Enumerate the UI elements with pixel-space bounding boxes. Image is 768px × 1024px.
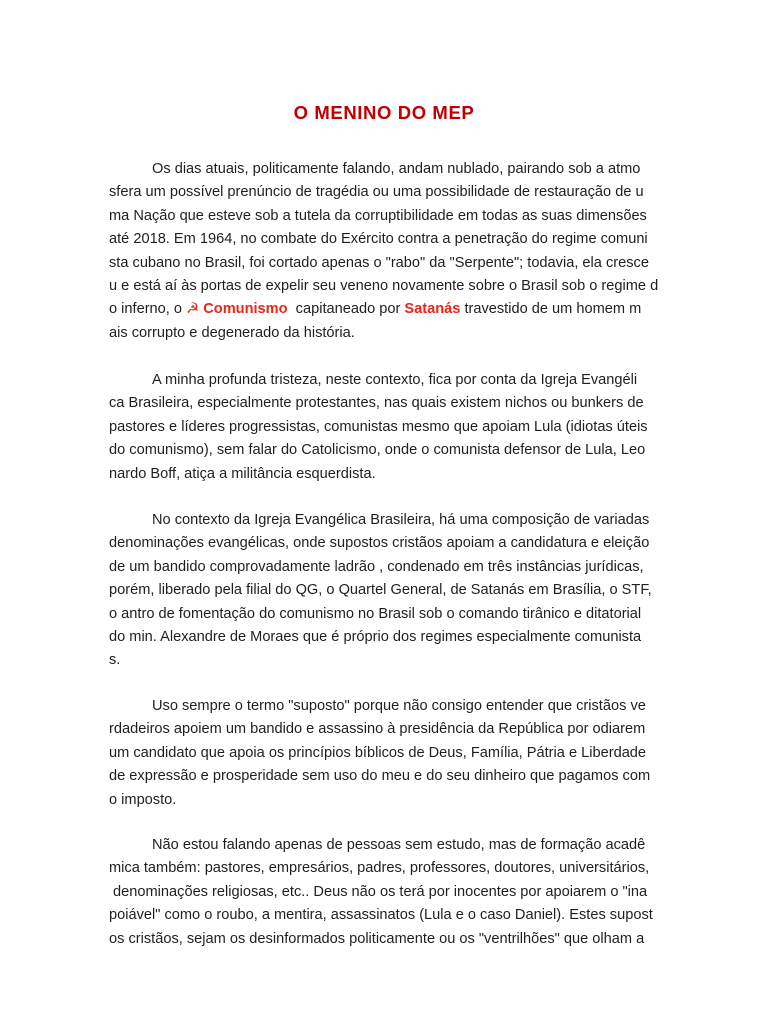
hammer-sickle-icon: ☭ xyxy=(186,301,200,318)
text-line: ca Brasileira, especialmente protestantes, nas quais existem nichos ou bunkers de xyxy=(109,395,644,412)
text-line: Uso sempre o termo "suposto" porque não consigo entender que cristãos ve xyxy=(152,698,646,714)
text-line: de um bandido comprovadamente ladrão , condenado em três instâncias jurídicas, xyxy=(109,558,644,575)
text-line: os cristãos, sejam os desinformados politicamente ou os "ventrilhões" que olham a xyxy=(109,930,645,947)
text-line-highlighted xyxy=(109,298,669,321)
text-line: o imposto. xyxy=(109,791,177,808)
text-line: poiável" como o roubo, a mentira, assassinatos (Lula e o caso Daniel). Estes supost xyxy=(109,907,653,924)
text-line: ais corrupto e degenerado da história. xyxy=(109,324,355,341)
text-line: s. xyxy=(109,652,121,669)
paragraph-4 xyxy=(109,695,669,812)
text-line: sfera um possível prenúncio de tragédia ou uma possibilidade de restauração de u xyxy=(109,184,644,201)
paragraph-3 xyxy=(109,509,669,673)
text-line: do comunismo), sem falar do Catolicismo, onde o comunista defensor de Lula, Leo xyxy=(109,442,646,459)
text-line: No contexto da Igreja Evangélica Brasileira, há uma composição de variadas xyxy=(152,512,650,528)
text-line: denominações evangélicas, onde supostos cristãos apoiam a candidatura e eleição xyxy=(109,535,650,552)
document-title: O MENINO DO MEP xyxy=(293,102,475,123)
text-line: nardo Boff, atiça a militância esquerdista. xyxy=(109,465,376,482)
paragraph-1 xyxy=(109,158,669,345)
paragraph-5 xyxy=(109,834,669,951)
text-fragment: o inferno, o xyxy=(109,301,187,318)
text-line: sta cubano no Brasil, foi cortado apenas o "rabo" da "Serpente"; todavia, ela cresce xyxy=(109,254,649,271)
text-line: Não estou falando apenas de pessoas sem estudo, mas de formação acadê xyxy=(152,837,646,853)
text-line: denominações religiosas, etc.. Deus não os terá por inocentes por apoiarem o "ina xyxy=(109,883,648,900)
text-line: mica também: pastores, empresários, padres, professores, doutores, universitários, xyxy=(109,860,650,877)
text-line: o antro de fomentação do comunismo no Brasil sob o comando tirânico e ditatorial xyxy=(109,605,642,622)
comunismo-highlight: Comunismo xyxy=(203,301,288,318)
text-line: até 2018. Em 1964, no combate do Exército contra a penetração do regime comuni xyxy=(109,231,648,248)
satanas-highlight: Satanás xyxy=(404,301,461,318)
text-line: u e está aí às portas de expelir seu veneno novamente sobre o Brasil sob o regime d xyxy=(109,277,659,294)
text-line: ma Nação que esteve sob a tutela da corruptibilidade em todas as suas dimensões xyxy=(109,207,647,224)
text-line: pastores e líderes progressistas, comunistas mesmo que apoiam Lula (idiotas úteis xyxy=(109,418,648,435)
text-line: Os dias atuais, politicamente falando, andam nublado, pairando sob a atmo xyxy=(152,161,641,177)
text-line: rdadeiros apoiem um bandido e assassino à presidência da República por odiarem xyxy=(109,721,646,738)
paragraph-2 xyxy=(109,369,669,486)
text-fragment: capitaneado por xyxy=(287,301,405,318)
text-line: do min. Alexandre de Moraes que é próprio dos regimes especialmente comunista xyxy=(109,628,642,645)
text-line: A minha profunda tristeza, neste contexto, fica por conta da Igreja Evangéli xyxy=(152,372,638,388)
text-line: porém, liberado pela filial do QG, o Quartel General, de Satanás em Brasília, o STF, xyxy=(109,582,652,599)
text-line: de expressão e prosperidade sem uso do meu e do seu dinheiro que pagamos com xyxy=(109,768,651,785)
text-line: um candidato que apoia os princípios bíblicos de Deus, Família, Pátria e Liberdade xyxy=(109,744,647,761)
text-fragment: travestido de um homem m xyxy=(460,301,642,318)
